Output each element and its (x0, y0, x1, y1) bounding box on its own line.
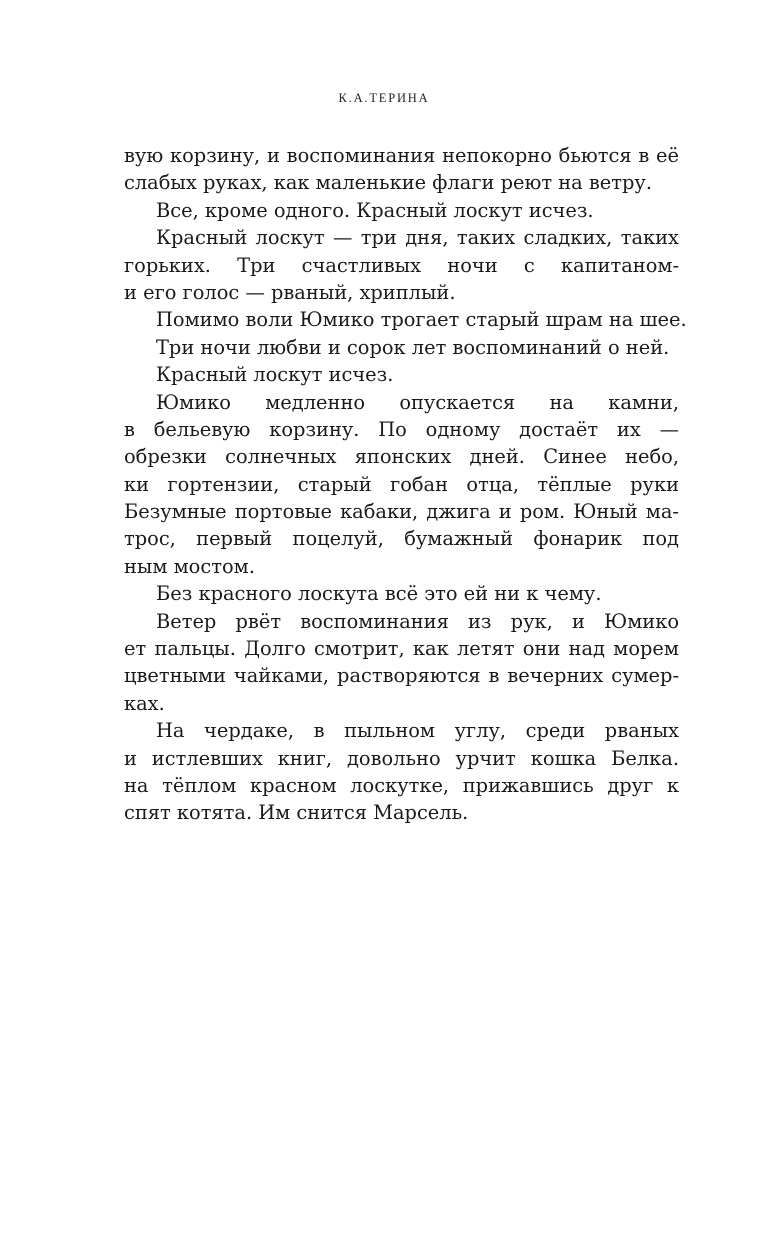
text-line: трос, первый поцелуй, бумажный фонарик под (124, 527, 679, 551)
text-line: Красный лоскут исчез. (156, 363, 394, 387)
text-line: и истлевших книг, довольно урчит кошка Белка. (124, 746, 679, 770)
text-line: обрезки солнечных японских дней. Синее небо, (124, 445, 679, 469)
text-line: Ветер рвёт воспоминания из рук, и Юмико (156, 609, 679, 633)
text-line: на тёплом красном лоскутке, прижавшись друг к (124, 773, 679, 797)
text-line: Без красного лоскута всё это ей ни к чему. (156, 582, 602, 606)
text-line: На чердаке, в пыльном углу, среди рваных (156, 719, 679, 743)
body-text (124, 142, 687, 827)
text-line: горьких. Три счастливых ночи с капитаном- (124, 253, 679, 277)
text-line: слабых руках, как маленькие флаги реют на ветру. (124, 171, 652, 195)
text-line: Юмико медленно опускается на камни, (156, 390, 679, 414)
running-head: К.А.ТЕРИНА (338, 91, 430, 105)
text-line: Помимо воли Юмико трогает старый шрам на шее. (156, 308, 687, 332)
text-line: ки гортензии, старый гобан отца, тёплые руки (124, 472, 679, 496)
text-line: вую корзину, и воспоминания непокорно бьются в её (124, 144, 679, 167)
text-line: Три ночи любви и сорок лет воспоминаний о ней. (156, 335, 670, 359)
text-line: Красный лоскут — три дня, таких сладких, таких (156, 226, 679, 250)
text-line: ках. (124, 691, 165, 715)
text-line: ным мостом. (124, 554, 255, 578)
text-line: ет пальцы. Долго смотрит, как летят они над морем (124, 637, 679, 661)
text-line: цветными чайками, растворяются в вечерних сумер- (124, 664, 679, 688)
text-line: и его голос — рваный, хриплый. (124, 280, 456, 304)
text-line: спят котята. Им снится Марсель. (124, 801, 469, 825)
text-line: в бельевую корзину. По одному достаёт их — (124, 417, 679, 441)
text-line: Все, кроме одного. Красный лоскут исчез. (156, 198, 594, 222)
text-line: Безумные портовые кабаки, джига и ром. Юный ма- (124, 500, 679, 524)
